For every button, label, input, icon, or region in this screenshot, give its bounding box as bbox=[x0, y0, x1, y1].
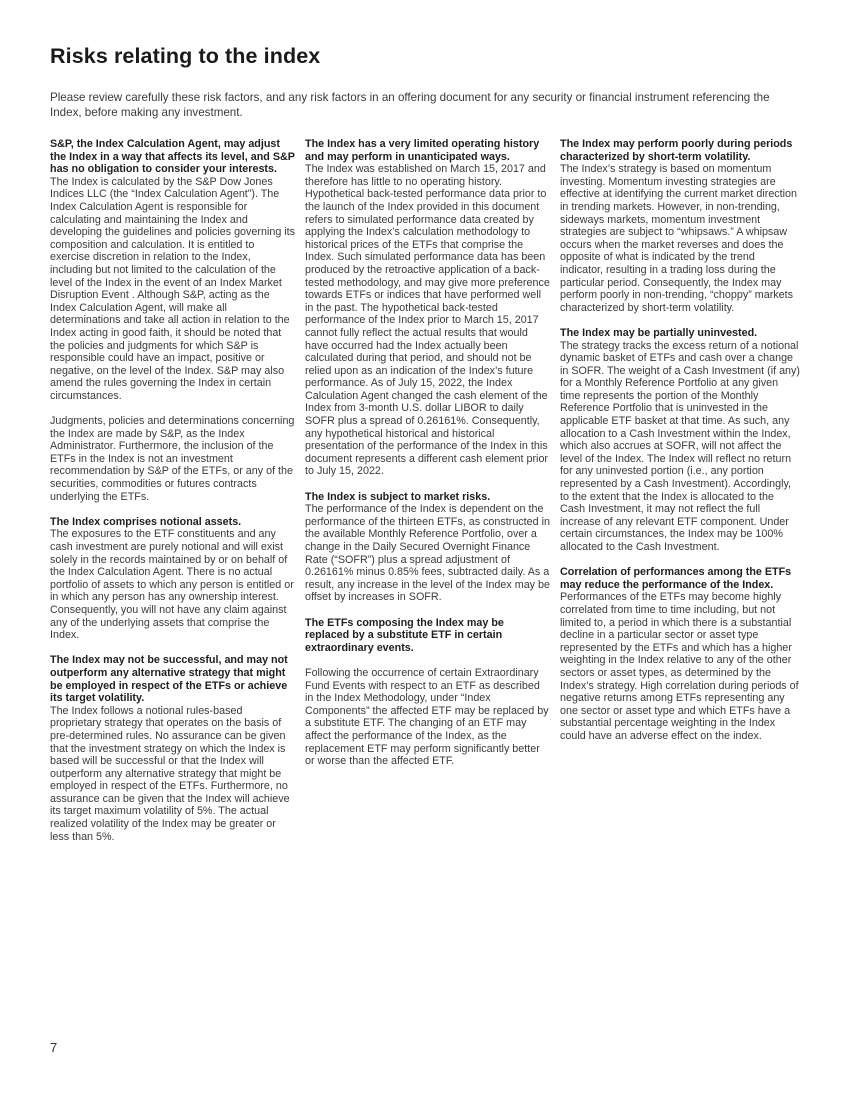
section-heading: S&P, the Index Calculation Agent, may adjust the Index in a way that affects its level, and S&P has no obligation to consider your interests. bbox=[50, 138, 295, 176]
section-paragraph: Judgments, policies and determinations concerning the Index are made by S&P, as the Index Administrator. Furthermore, the inclusion of the ETFs in the Index is not an investment recommendation by S&P of the ETFs, or any of the securities, commodities or futures contracts underlying the ETFs. bbox=[50, 415, 295, 503]
section-heading: The Index comprises notional assets. bbox=[50, 515, 242, 528]
column-left bbox=[50, 138, 296, 856]
section-heading: The Index has a very limited operating history and may perform in unanticipated ways. bbox=[305, 138, 540, 163]
section-heading: The Index may be partially uninvested. bbox=[560, 326, 758, 339]
risk-section bbox=[560, 327, 800, 554]
risk-section bbox=[305, 491, 551, 604]
section-paragraph: Performances of the ETFs may become highly correlated from time to time including, but not limited to, a period in which there is a substantial decline in a particular sector or asset type represented by the ETFs and which has a higher weighting in the Index relative to any of the other sectors or asset types, as determined by the Index’s strategy. High correlation during periods of negative returns among ETFs representing any one sector or asset type and which ETFs have a substantial percentage weighting in the Index could have an adverse effect on the index. bbox=[560, 591, 799, 742]
section-heading: Correlation of performances among the ETFs may reduce the performance of the Index. bbox=[560, 566, 792, 591]
column-middle bbox=[305, 138, 551, 780]
risk-section bbox=[560, 138, 800, 314]
section-heading: The Index may not be successful, and may not outperform any alternative strategy that might be employed in respect of the ETFs or achieve its target volatility. bbox=[50, 654, 288, 705]
section-paragraph: The Index’s strategy is based on momentum investing. Momentum investing strategies are effective at identifying the current market direction in trending markets. However, in non-trending, sideways markets, momentum investment strategies are subject to “whipsaws.” A whipsaw occurs when the market reverses and does the opposite of what is indicated by the trend indicator, resulting in a trading loss during the particular period. Consequently, the Index may perform poorly in non-trending, “choppy” markets characterized by short-term volatility. bbox=[560, 163, 798, 314]
risk-section bbox=[50, 654, 296, 843]
section-heading: The ETFs composing the Index may be replaced by a substitute ETF in certain extraordinary events. bbox=[305, 616, 504, 654]
risk-section bbox=[50, 138, 296, 503]
section-paragraph: The Index is calculated by the S&P Dow Jones Indices LLC (the “Index Calculation Agent”). The Index Calculation Agent is responsible for calculating and maintaining the Index and developing the guidelines and policies governing its composition and calculation. It is entitled to exercise discretion in relation to the Index, including but not limited to the calculation of the level of the Index in the event of an Index Market Disruption Event . Although S&P, acting as the Index Calculation Agent, will make all determinations and take all action in relation to the Index acting in good faith, it should be noted that the policies and judgments for which S&P is responsible could have an impact, positive or negative, on the level of the Index. S&P may also amend the rules governing the Index in certain circumstances. bbox=[50, 175, 296, 402]
page-title: Risks relating to the index bbox=[50, 44, 321, 68]
column-right bbox=[560, 138, 800, 755]
section-paragraph: The strategy tracks the excess return of a notional dynamic basket of ETFs and cash over a change in SOFR. The weight of a Cash Investment (if any) for a Monthly Reference Portfolio at any given time represents the portion of the Monthly Reference Portfolio that is uninvested in the applicable ETF basket at that time. As such, any allocation to a Cash Investment within the Index, which also accrues at SOFR, will not affect the level of the Index. The Index will reflect no return for any uninvested portion (i.e., any portion represented by a Cash Investment). Accordingly, to the extent that the Index is allocated to the Cash Investment, it may not reflect the full increase of any relevant ETF component. Under certain circumstances, the Index may be 100% allocated to the Cash Investment. bbox=[560, 339, 800, 553]
section-paragraph: The exposures to the ETF constituents and any cash investment are purely notional and will exist solely in the records maintained by or on behalf of the Index Calculation Agent. There is no actual portfolio of assets to which any person is entitled or in which any person has any ownership interest. Consequently, you will not have any claim against any of the underlying assets that comprise the Index. bbox=[50, 528, 294, 642]
section-paragraph: The performance of the Index is dependent on the performance of the thirteen ETFs, as constructed in the available Monthly Reference Portfolio, over a change in the Daily Secured Overnight Finance Rate (“SOFR”) plus a spread adjustment of 0.26161% minus 0.85% fees, subtracted daily. As a result, any increase in the level of the Index may be offset by increases in SOFR. bbox=[305, 503, 550, 604]
risk-section bbox=[305, 138, 551, 478]
section-paragraph: The Index follows a notional rules-based proprietary strategy that operates on the basis of pre-determined rules. No assurance can be given that the investment strategy on which the Index is based will be successful or that the Index will outperform any alternative strategy that might be employed in respect of the ETFs. Furthermore, no assurance can be given that the Index will achieve its target maximum volatility of 5%. The actual realized volatility of the Index may be greater or less than 5%. bbox=[50, 704, 290, 843]
section-paragraph: The Index was established on March 15, 2017 and therefore has little to no operating history. Hypothetical back-tested performance data prior to the launch of the Index provided in this document refers to simulated performance data created by applying the Index’s calculation methodology to historical prices of the ETFs that comprise the Index. Such simulated performance data has been produced by the retroactive application of a back-tested methodology, and may give more preference towards ETFs or indices that have performed well in the past. The hypothetical back-tested performance of the Index prior to March 15, 2017 cannot fully reflect the actual results that would have occurred had the Index actually been calculated during that period, and should not be relied upon as an indication of the Index’s future performance. As of July 15, 2022, the Index Calculation Agent changed the cash element of the Index from 3-month U.S. dollar LIBOR to daily SOFR plus a spread of 0.26161%. Consequently, any hypothetical historical and historical presentation of the performance of the Index in this document represents a different cash element prior to July 15, 2022. bbox=[305, 163, 550, 478]
intro-text: Please review carefully these risk factors, and any risk factors in an offering document for any security or financial instrument referencing the Index, before making any investment. bbox=[50, 91, 770, 119]
section-heading: The Index is subject to market risks. bbox=[305, 490, 491, 503]
section-paragraph: Following the occurrence of certain Extraordinary Fund Events with respect to an ETF as described in the Index Methodology, under “Index Components” the affected ETF may be replaced by a substitute ETF. The changing of an ETF may affect the performance of the Index, as the replacement ETF may perform significantly better or worse than the affected ETF. bbox=[305, 666, 549, 768]
section-heading: The Index may perform poorly during periods characterized by short-term volatility. bbox=[560, 138, 793, 163]
risk-section bbox=[50, 516, 296, 642]
page-number: 7 bbox=[50, 1040, 58, 1055]
risk-section bbox=[305, 617, 551, 768]
risk-section bbox=[560, 566, 800, 742]
